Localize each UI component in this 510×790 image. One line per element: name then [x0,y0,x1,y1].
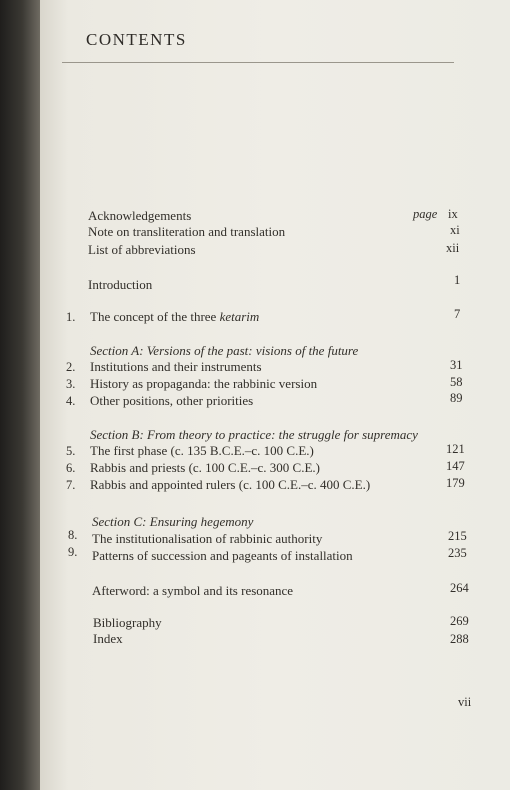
chapter-number: 1. [66,310,76,324]
toc-entry-page: ix [448,207,458,221]
chapter-number: 6. [66,461,76,475]
chapter-page: 215 [448,529,467,543]
page-folio: vii [458,695,472,709]
chapter-page: 235 [448,546,467,560]
page-prefix-label: page [413,207,438,221]
toc-index-page: 288 [450,632,469,646]
chapter-number: 9. [68,545,78,559]
section-heading: Section B: From theory to practice: the struggle for supremacy [90,427,418,442]
toc-afterword-page: 264 [450,581,469,595]
chapter-page: 179 [446,476,465,490]
chapter-title: The concept of the three ketarim [90,309,260,324]
toc-entry-title: Acknowledgements [88,208,192,223]
chapter-title: Institutions and their instruments [90,359,262,374]
chapter-number: 8. [68,528,78,542]
toc-afterword-title: Afterword: a symbol and its resonance [92,583,294,598]
chapter-page: 31 [450,358,463,372]
chapter-page: 7 [454,307,461,321]
toc-bibliography-page: 269 [450,614,469,628]
chapter-number: 4. [66,394,76,408]
chapter-title: Rabbis and priests (c. 100 C.E.–c. 300 C.E.) [90,460,320,475]
toc-introduction-page: 1 [454,273,461,287]
chapter-page: 58 [450,375,463,389]
toc-index-title: Index [93,631,123,646]
toc-entry-page: xii [446,241,460,255]
chapter-number: 5. [66,444,76,458]
chapter-page: 121 [446,442,465,456]
chapter-number: 3. [66,377,76,391]
section-heading: Section C: Ensuring hegemony [92,514,254,529]
chapter-number: 2. [66,360,76,374]
chapter-page: 89 [450,391,463,405]
chapter-title: The first phase (c. 135 B.C.E.–c. 100 C.E.) [90,443,314,458]
contents-heading: CONTENTS [86,30,187,49]
chapter-number: 7. [66,478,76,492]
toc-entry-title: Note on transliteration and translation [88,224,286,239]
section-heading: Section A: Versions of the past: visions of the future [90,343,359,358]
book-gutter-shadow [0,0,40,790]
toc-entry-page: xi [450,223,460,237]
toc-introduction-title: Introduction [88,277,153,292]
book-page [40,0,510,790]
toc-entry-title: List of abbreviations [88,242,196,257]
chapter-title: The institutionalisation of rabbinic authority [92,531,323,546]
chapter-title: Rabbis and appointed rulers (c. 100 C.E.–c. 400 C.E.) [90,477,371,492]
chapter-title: Patterns of succession and pageants of installation [92,548,353,563]
chapter-title: History as propaganda: the rabbinic version [90,376,318,391]
chapter-title: Other positions, other priorities [90,393,254,408]
chapter-page: 147 [446,459,465,473]
heading-rule [62,62,454,63]
toc-bibliography-title: Bibliography [93,615,162,630]
